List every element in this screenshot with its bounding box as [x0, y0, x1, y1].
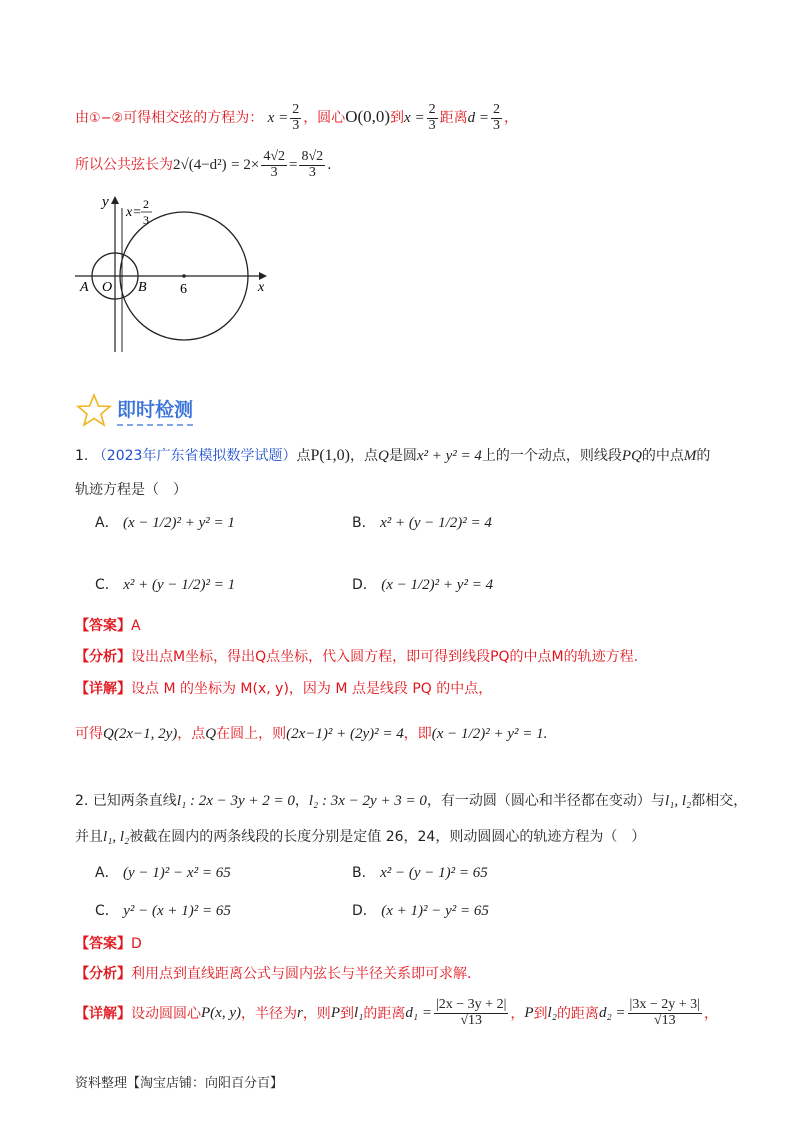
question-number: 1. [75, 448, 89, 464]
q2-option-A[interactable] [95, 862, 231, 882]
period: . [327, 157, 332, 174]
line-l2: l₂ : 3x − 2y + 3 = 0 [308, 793, 427, 809]
text: ，半径为 [240, 1006, 297, 1023]
equals: = [289, 157, 298, 174]
q1-answer [75, 615, 141, 635]
q1-detail-line-1 [75, 678, 492, 698]
q1-option-D[interactable] [352, 574, 493, 594]
q2-stem-line-2 [75, 826, 645, 846]
q2-stem-line-1 [75, 790, 747, 810]
text: ，圆心 [303, 110, 346, 127]
point-P: P(1,0) [310, 447, 351, 464]
q1-option-C[interactable] [95, 574, 235, 594]
svg-text:2: 2 [143, 197, 149, 211]
text: ，则 [302, 1006, 331, 1023]
text: 点 [296, 448, 311, 464]
option-label: C． [95, 577, 119, 593]
text: ，即 [403, 726, 432, 742]
derivation-line-1 [75, 103, 518, 133]
text: 可得 [75, 726, 103, 742]
radius-r: r [296, 1004, 303, 1021]
math-result: (x − 1/2)² + y² = 1. [431, 726, 548, 742]
svg-text:y: y [102, 194, 109, 210]
option-expression: (x + 1)² − y² = 65 [381, 903, 489, 919]
text: 距离 [439, 110, 468, 127]
svg-text:A: A [80, 280, 89, 295]
text: 到 [533, 1006, 548, 1023]
circle-figure [70, 190, 275, 360]
answer-tag: 【答案】 [75, 936, 131, 952]
point-P: P [330, 1004, 340, 1021]
distance-d2: d₂ = [598, 1004, 626, 1021]
text: ， [503, 110, 518, 127]
q1-stem-line-2: 轨迹方程是（ ） [75, 482, 187, 498]
question-number: 2. [75, 793, 89, 809]
point-M: M [683, 448, 697, 464]
q1-stem-line-1 [75, 445, 710, 465]
text: ， [510, 1006, 525, 1023]
q2-option-D[interactable] [352, 900, 489, 920]
distance-d1: d₁ = [405, 1004, 432, 1021]
fraction-2-3: $\frac{2}{3}$ [428, 102, 436, 133]
math-substitution: (2x−1)² + (2y)² = 4 [286, 726, 404, 742]
text: ，点 [177, 726, 206, 742]
analysis-text: 设出点M坐标，得出Q点坐标，代入圆方程，即可得到线段PQ的中点M的轨迹方程. [131, 649, 639, 665]
equals-times: = 2× [231, 157, 260, 174]
text: 的距离 [363, 1006, 406, 1023]
segment-PQ: PQ [621, 448, 642, 464]
q2-detail-line-1 [75, 998, 718, 1028]
q1-option-A[interactable] [95, 512, 235, 532]
distance-fraction-1: $\frac{|2x - 3y + 2|}{√13}$ [435, 997, 507, 1028]
text: 的中点 [641, 448, 684, 464]
derivation-line-2 [75, 150, 332, 180]
point-P: P [524, 1004, 534, 1021]
section-heading [75, 393, 193, 427]
math-d-eq: d = [467, 110, 489, 127]
line-l2: l₂ [547, 1004, 557, 1021]
line-l1: l₁ : 2x − 3y + 2 = 0 [176, 793, 295, 809]
question-source: （2023年广东省模拟数学试题） [92, 448, 297, 464]
text: 被截在圆内的两条线段的长度分别是定值 26，24，则动圆圆心的轨迹方程为（ ） [129, 829, 646, 845]
fraction-2-3: $\frac{2}{3}$ [492, 102, 500, 133]
text: 的 [696, 448, 711, 464]
text: 并且 [75, 829, 103, 845]
analysis-tag: 【分析】 [75, 649, 131, 665]
q2-option-B[interactable] [352, 862, 488, 882]
option-label: C． [95, 903, 119, 919]
q1-option-B[interactable] [352, 512, 492, 532]
option-label: B． [352, 865, 376, 881]
text: 所以公共弦长为 [75, 157, 173, 174]
chord-expression: 2√(4−d²) [173, 157, 227, 174]
text: 可得相交弦的方程为： [123, 110, 264, 127]
svg-text:O: O [102, 280, 113, 295]
option-label: B． [352, 515, 376, 531]
detail-tag: 【详解】 [75, 681, 131, 697]
footer: 资料整理【淘宝店铺：向阳百分百】 [75, 1076, 284, 1091]
option-expression: (x − 1/2)² + y² = 1 [123, 515, 235, 531]
text: 的距离 [556, 1006, 599, 1023]
point-P: P(x, y) [201, 1004, 241, 1021]
point-Q: Q [205, 726, 217, 742]
text: 在圆上，则 [216, 726, 287, 742]
text: 到 [339, 1006, 354, 1023]
circle-ops: ①−② [89, 111, 124, 127]
text: 设动圆圆心 [131, 1006, 201, 1023]
lines-l1-l2: l₁, l₂ [103, 829, 130, 845]
q2-analysis [75, 963, 471, 983]
fraction: $\frac{4√2}{3}$ [263, 149, 285, 180]
center-point: O(0,0) [345, 107, 391, 127]
detail-tag: 【详解】 [75, 1006, 131, 1023]
answer-value: D [131, 936, 142, 952]
q1-analysis [75, 646, 638, 666]
answer-value: A [131, 618, 141, 634]
svg-text:6: 6 [180, 282, 187, 297]
section-title: 即时检测 [117, 395, 193, 426]
q2-answer [75, 933, 142, 953]
line-l1: l₁ [353, 1004, 364, 1021]
answer-tag: 【答案】 [75, 618, 131, 634]
svg-text:3: 3 [143, 213, 149, 227]
option-expression: x² + (y − 1/2)² = 4 [380, 515, 492, 531]
math-Q: Q(2x−1, 2y) [103, 726, 178, 742]
text: ，点 [350, 448, 379, 464]
option-expression: x² − (y − 1)² = 65 [380, 865, 488, 881]
point-Q: Q [378, 448, 389, 464]
detail-text: 设点 M 的坐标为 M(x, y)，因为 M 点是线段 PQ 的中点， [131, 681, 493, 697]
q2-option-C[interactable] [95, 900, 231, 920]
text: 上的一个动点，则线段 [481, 448, 622, 464]
text: 已知两条直线 [92, 793, 177, 809]
star-icon [75, 393, 113, 427]
svg-text:x: x [258, 280, 265, 295]
option-expression: (y − 1)² − x² = 65 [123, 865, 231, 881]
q1-detail-line-2 [75, 723, 547, 743]
text: 都相交， [691, 793, 748, 809]
math-x-eq: x = [404, 110, 425, 127]
text: 到 [390, 110, 405, 127]
analysis-text: 利用点到直线距离公式与圆内弦长与半径关系即可求解. [131, 966, 472, 982]
option-expression: (x − 1/2)² + y² = 4 [381, 577, 494, 593]
lines-l1-l2: l₁, l₂ [664, 793, 692, 809]
text: 是圆 [388, 448, 417, 464]
text: ， [294, 793, 309, 809]
option-expression: y² − (x + 1)² = 65 [123, 903, 231, 919]
analysis-tag: 【分析】 [75, 966, 131, 982]
math-x-eq: x = [267, 110, 289, 127]
distance-fraction-2: $\frac{|3x - 2y + 3|}{√13}$ [629, 997, 700, 1028]
circle-equation: x² + y² = 4 [416, 448, 482, 464]
svg-text:B: B [138, 280, 147, 295]
fraction: $\frac{8√2}{3}$ [301, 149, 324, 180]
svg-text:x=: x= [126, 205, 142, 220]
option-label: A． [95, 865, 119, 881]
option-label: D． [352, 577, 377, 593]
option-expression: x² + (y − 1/2)² = 1 [123, 577, 236, 593]
fraction-2-3: $\frac{2}{3}$ [292, 102, 300, 133]
text: ， [703, 1006, 718, 1023]
text: 由 [75, 110, 89, 127]
text: ，有一动圆（圆心和半径都在变动）与 [426, 793, 665, 809]
option-label: D． [352, 903, 377, 919]
option-label: A． [95, 515, 119, 531]
